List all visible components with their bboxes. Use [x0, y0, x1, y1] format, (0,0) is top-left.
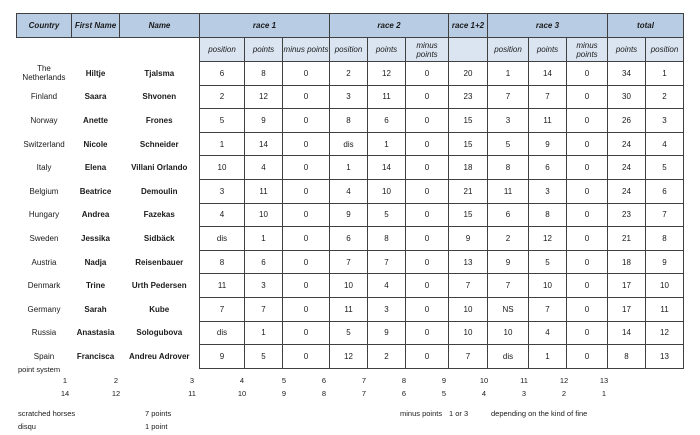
cell-r1pts: 1	[245, 321, 283, 345]
cell-r3pts: 3	[529, 179, 567, 203]
cell-r1m: 0	[283, 109, 330, 133]
cell-r3p: dis	[488, 345, 529, 369]
cell-r1p: dis	[200, 227, 245, 251]
cell-r12: 15	[449, 109, 488, 133]
cell-r3pts: 10	[529, 274, 567, 298]
cell-r3p: 7	[488, 274, 529, 298]
cell-r1m: 0	[283, 203, 330, 227]
cell-r1pts: 8	[245, 62, 283, 86]
cell-tpos: 13	[646, 345, 684, 369]
cell-country: Spain	[33, 351, 55, 361]
cell-tpos: 3	[646, 109, 684, 133]
point-system-position: 9	[441, 376, 447, 385]
subheader-blank	[120, 38, 200, 62]
cell-r2p: dis	[330, 132, 368, 156]
cell-tpts: 18	[608, 250, 646, 274]
cell-r3m: 0	[567, 274, 608, 298]
cell-tpts: 21	[608, 227, 646, 251]
cell-tpos: 1	[646, 62, 684, 86]
cell-country: Germany	[27, 304, 61, 314]
cell-country: Russia	[31, 328, 57, 338]
subheader-r3-points: points	[529, 38, 567, 62]
table-row	[17, 156, 684, 180]
point-system-points-value: 9	[281, 389, 287, 398]
cell-r1m: 0	[283, 250, 330, 274]
cell-r2p: 3	[330, 85, 368, 109]
point-system-position: 12	[559, 376, 569, 385]
cell-r3m: 0	[567, 179, 608, 203]
cell-r1p: dis	[200, 321, 245, 345]
subheader-r3-minus: minus points	[567, 38, 608, 62]
cell-r1m: 0	[283, 179, 330, 203]
cell-tpos: 4	[646, 132, 684, 156]
cell-r12: 10	[449, 297, 488, 321]
table-row	[17, 227, 684, 251]
cell-r3m: 0	[567, 321, 608, 345]
cell-r3m: 0	[567, 132, 608, 156]
cell-r3p: 9	[488, 250, 529, 274]
cell-r3pts: 9	[529, 132, 567, 156]
subheader-r1-position: position	[200, 38, 245, 62]
cell-r2pts: 8	[368, 227, 406, 251]
cell-r3p: 3	[488, 109, 529, 133]
cell-tpts: 23	[608, 203, 646, 227]
cell-name: Reisenbauer	[135, 257, 184, 267]
table-row	[17, 109, 684, 133]
results-table	[16, 13, 684, 369]
cell-r1m: 0	[283, 274, 330, 298]
subheader-r2-position: position	[330, 38, 368, 62]
table-row	[17, 203, 684, 227]
cell-first: Anette	[83, 115, 108, 125]
scratched-value: 7 points	[145, 409, 172, 418]
cell-name: Frones	[145, 115, 173, 125]
cell-r2m: 0	[406, 345, 449, 369]
point-system-position: 2	[113, 376, 119, 385]
cell-r12: 7	[449, 274, 488, 298]
header-first-name: First Name	[72, 14, 120, 38]
cell-first: Trine	[85, 281, 106, 291]
cell-tpos: 9	[646, 250, 684, 274]
point-system-points-value: 5	[441, 389, 447, 398]
table-row	[17, 85, 684, 109]
cell-r12: 15	[449, 132, 488, 156]
cell-tpts: 24	[608, 132, 646, 156]
point-system-points-value: 11	[188, 389, 196, 398]
point-system-points-value: 12	[111, 389, 121, 398]
cell-name: Urth Pedersen	[131, 281, 187, 291]
cell-r2pts: 2	[368, 345, 406, 369]
cell-r1m: 0	[283, 321, 330, 345]
cell-country: Sweden	[29, 233, 59, 243]
point-system-position: 11	[520, 376, 528, 385]
cell-r1p: 3	[200, 179, 245, 203]
cell-country: Denmark	[27, 281, 61, 291]
cell-r12: 15	[449, 203, 488, 227]
table-row	[17, 297, 684, 321]
table-row	[17, 321, 684, 345]
cell-r3p: 11	[488, 179, 529, 203]
cell-r2pts: 12	[368, 62, 406, 86]
scratched-label: scratched horses	[18, 409, 76, 418]
cell-r2m: 0	[406, 156, 449, 180]
cell-r2m: 0	[406, 62, 449, 86]
cell-country: Finland	[30, 92, 58, 102]
header-name: Name	[120, 14, 200, 38]
cell-r3pts: 7	[529, 85, 567, 109]
point-system-points-value: 1	[601, 389, 607, 398]
cell-r1m: 0	[283, 156, 330, 180]
point-system-points-value: 6	[401, 389, 407, 398]
cell-first: Saara	[84, 92, 107, 102]
cell-r1p: 2	[200, 85, 245, 109]
header-country: Country	[17, 14, 72, 38]
cell-first: Hiltje	[85, 68, 106, 78]
cell-name: Sidbäck	[143, 233, 175, 243]
cell-r2p: 5	[330, 321, 368, 345]
cell-r1pts: 5	[245, 345, 283, 369]
cell-r12: 13	[449, 250, 488, 274]
cell-first: Beatrice	[79, 186, 112, 196]
cell-tpts: 26	[608, 109, 646, 133]
table-row	[17, 250, 684, 274]
cell-r12: 23	[449, 85, 488, 109]
cell-r1p: 8	[200, 250, 245, 274]
cell-r3p: 2	[488, 227, 529, 251]
cell-r2p: 1	[330, 156, 368, 180]
cell-first: Jessika	[81, 233, 110, 243]
cell-r3p: 5	[488, 132, 529, 156]
cell-r2pts: 10	[368, 179, 406, 203]
point-system-points-value: 8	[321, 389, 327, 398]
disqu-label: disqu	[18, 422, 36, 431]
table-row	[17, 345, 684, 369]
disqu-value: 1 point	[145, 422, 168, 431]
point-system-position: 8	[401, 376, 407, 385]
point-system-points-value: 4	[481, 389, 487, 398]
header-race1: race 1	[200, 14, 330, 38]
cell-r1p: 11	[200, 274, 245, 298]
cell-r3m: 0	[567, 250, 608, 274]
cell-r1m: 0	[283, 227, 330, 251]
cell-name: Andreu Adrover	[128, 351, 190, 361]
cell-first: Nicole	[83, 139, 108, 149]
cell-r2m: 0	[406, 250, 449, 274]
subheader-total-points: points	[608, 38, 646, 62]
cell-r2p: 8	[330, 109, 368, 133]
cell-r2pts: 14	[368, 156, 406, 180]
cell-country: Belgium	[29, 186, 59, 196]
cell-r2m: 0	[406, 321, 449, 345]
header-race2: race 2	[330, 14, 449, 38]
subheader-row	[17, 38, 684, 62]
cell-r3pts: 7	[529, 297, 567, 321]
cell-r2p: 7	[330, 250, 368, 274]
cell-tpos: 8	[646, 227, 684, 251]
cell-r2pts: 4	[368, 274, 406, 298]
cell-name: Schneider	[139, 139, 179, 149]
cell-r1pts: 11	[245, 179, 283, 203]
cell-first: Andrea	[81, 210, 110, 220]
point-system-position: 13	[599, 376, 609, 385]
point-system-points-value: 2	[561, 389, 567, 398]
cell-r1pts: 10	[245, 203, 283, 227]
cell-r2m: 0	[406, 132, 449, 156]
cell-tpts: 30	[608, 85, 646, 109]
cell-first: Nadja	[84, 257, 107, 267]
cell-r1p: 5	[200, 109, 245, 133]
cell-name: Tjalsma	[144, 68, 175, 78]
cell-r3p: 7	[488, 85, 529, 109]
cell-r3p: NS	[488, 297, 529, 321]
cell-r2pts: 5	[368, 203, 406, 227]
cell-tpts: 14	[608, 321, 646, 345]
cell-country: Switzerland	[23, 139, 65, 149]
cell-tpos: 2	[646, 85, 684, 109]
cell-country: The Netherlands	[22, 64, 66, 83]
cell-r3pts: 1	[529, 345, 567, 369]
cell-r2p: 6	[330, 227, 368, 251]
cell-r1p: 4	[200, 203, 245, 227]
cell-name: Villani Orlando	[131, 163, 188, 173]
point-system-position: 6	[321, 376, 327, 385]
cell-r3pts: 14	[529, 62, 567, 86]
cell-tpts: 34	[608, 62, 646, 86]
cell-r3pts: 4	[529, 321, 567, 345]
cell-name: Kube	[149, 304, 170, 314]
cell-r12: 20	[449, 62, 488, 86]
cell-r2m: 0	[406, 109, 449, 133]
cell-r2pts: 11	[368, 85, 406, 109]
cell-country: Italy	[36, 163, 52, 173]
cell-r3p: 1	[488, 62, 529, 86]
cell-name: Shvonen	[142, 92, 177, 102]
cell-first: Elena	[84, 163, 107, 173]
header-row	[17, 14, 684, 38]
cell-r3m: 0	[567, 297, 608, 321]
cell-r12: 18	[449, 156, 488, 180]
cell-r3pts: 12	[529, 227, 567, 251]
cell-r1pts: 4	[245, 156, 283, 180]
fine-text: depending on the kind of fine	[491, 409, 588, 418]
point-system-position: 7	[361, 376, 367, 385]
cell-r1m: 0	[283, 345, 330, 369]
cell-r3pts: 6	[529, 156, 567, 180]
point-system-position: 5	[281, 376, 287, 385]
cell-tpts: 8	[608, 345, 646, 369]
subheader-total-position: position	[646, 38, 684, 62]
cell-tpts: 24	[608, 156, 646, 180]
cell-r1m: 0	[283, 85, 330, 109]
cell-country: Austria	[31, 257, 57, 267]
results-body	[17, 62, 684, 369]
cell-tpts: 17	[608, 274, 646, 298]
cell-r12: 7	[449, 345, 488, 369]
cell-name: Fazekas	[143, 210, 175, 220]
cell-r3m: 0	[567, 85, 608, 109]
point-system-points-value: 14	[60, 389, 70, 398]
cell-tpos: 7	[646, 203, 684, 227]
point-system-position: 4	[239, 376, 245, 385]
cell-r2pts: 9	[368, 321, 406, 345]
cell-r12: 9	[449, 227, 488, 251]
point-system-position: 1	[62, 376, 68, 385]
cell-r1m: 0	[283, 132, 330, 156]
cell-r2p: 12	[330, 345, 368, 369]
cell-r2pts: 1	[368, 132, 406, 156]
cell-country: Hungary	[28, 210, 60, 220]
cell-first: Francisca	[76, 351, 115, 361]
cell-tpos: 5	[646, 156, 684, 180]
point-system-points-value: 10	[237, 389, 247, 398]
cell-name: Demoulin	[141, 186, 178, 196]
cell-r1pts: 1	[245, 227, 283, 251]
header-race3: race 3	[488, 14, 608, 38]
cell-r2pts: 6	[368, 109, 406, 133]
cell-r2m: 0	[406, 85, 449, 109]
cell-r3p: 6	[488, 203, 529, 227]
minus-label: minus points	[400, 409, 443, 418]
cell-r1m: 0	[283, 297, 330, 321]
subheader-r1-minus: minus points	[283, 38, 330, 62]
cell-r1p: 6	[200, 62, 245, 86]
point-system-position: 10	[479, 376, 489, 385]
subheader-r3-position: position	[488, 38, 529, 62]
cell-r1p: 1	[200, 132, 245, 156]
cell-r2p: 4	[330, 179, 368, 203]
cell-r12: 21	[449, 179, 488, 203]
subheader-blank	[72, 38, 120, 62]
cell-r1p: 9	[200, 345, 245, 369]
cell-r1p: 7	[200, 297, 245, 321]
cell-r2m: 0	[406, 297, 449, 321]
cell-r2m: 0	[406, 179, 449, 203]
cell-tpos: 11	[646, 297, 684, 321]
cell-first: Anastasia	[76, 328, 115, 338]
cell-r1pts: 3	[245, 274, 283, 298]
cell-r3pts: 8	[529, 203, 567, 227]
cell-r2m: 0	[406, 203, 449, 227]
table-row	[17, 274, 684, 298]
cell-r2p: 2	[330, 62, 368, 86]
cell-r2p: 11	[330, 297, 368, 321]
cell-r3pts: 5	[529, 250, 567, 274]
cell-r1m: 0	[283, 62, 330, 86]
point-system-points-value: 7	[361, 389, 367, 398]
cell-r2m: 0	[406, 274, 449, 298]
cell-name: Sologubova	[136, 328, 183, 338]
subheader-r1-points: points	[245, 38, 283, 62]
header-total: total	[608, 14, 684, 38]
cell-tpts: 17	[608, 297, 646, 321]
cell-r2pts: 3	[368, 297, 406, 321]
cell-r3m: 0	[567, 203, 608, 227]
subheader-r12-blank	[449, 38, 488, 62]
cell-r1pts: 12	[245, 85, 283, 109]
subheader-r2-points: points	[368, 38, 406, 62]
cell-first: Sarah	[84, 304, 107, 314]
cell-r2pts: 7	[368, 250, 406, 274]
cell-tpos: 10	[646, 274, 684, 298]
subheader-blank	[17, 38, 72, 62]
cell-r1pts: 7	[245, 297, 283, 321]
cell-r1pts: 14	[245, 132, 283, 156]
table-row	[17, 132, 684, 156]
cell-r2p: 9	[330, 203, 368, 227]
cell-r3m: 0	[567, 62, 608, 86]
subheader-r2-minus: minus points	[406, 38, 449, 62]
cell-r1pts: 6	[245, 250, 283, 274]
cell-r3m: 0	[567, 345, 608, 369]
cell-r3m: 0	[567, 109, 608, 133]
cell-r2m: 0	[406, 227, 449, 251]
cell-r2p: 10	[330, 274, 368, 298]
cell-r1pts: 9	[245, 109, 283, 133]
cell-tpos: 6	[646, 179, 684, 203]
point-system-points-value: 3	[521, 389, 527, 398]
cell-country: Norway	[30, 115, 58, 125]
cell-r3m: 0	[567, 227, 608, 251]
minus-value: 1 or 3	[449, 409, 469, 418]
cell-r3m: 0	[567, 156, 608, 180]
cell-r12: 10	[449, 321, 488, 345]
cell-r1p: 10	[200, 156, 245, 180]
cell-tpts: 24	[608, 179, 646, 203]
cell-r3p: 10	[488, 321, 529, 345]
table-row	[17, 179, 684, 203]
header-race12: race 1+2	[449, 14, 488, 38]
cell-r3p: 8	[488, 156, 529, 180]
point-system-title: point system	[18, 365, 61, 374]
point-system-position: 3	[189, 376, 195, 385]
cell-r3pts: 11	[529, 109, 567, 133]
table-row	[17, 62, 684, 86]
cell-tpos: 12	[646, 321, 684, 345]
